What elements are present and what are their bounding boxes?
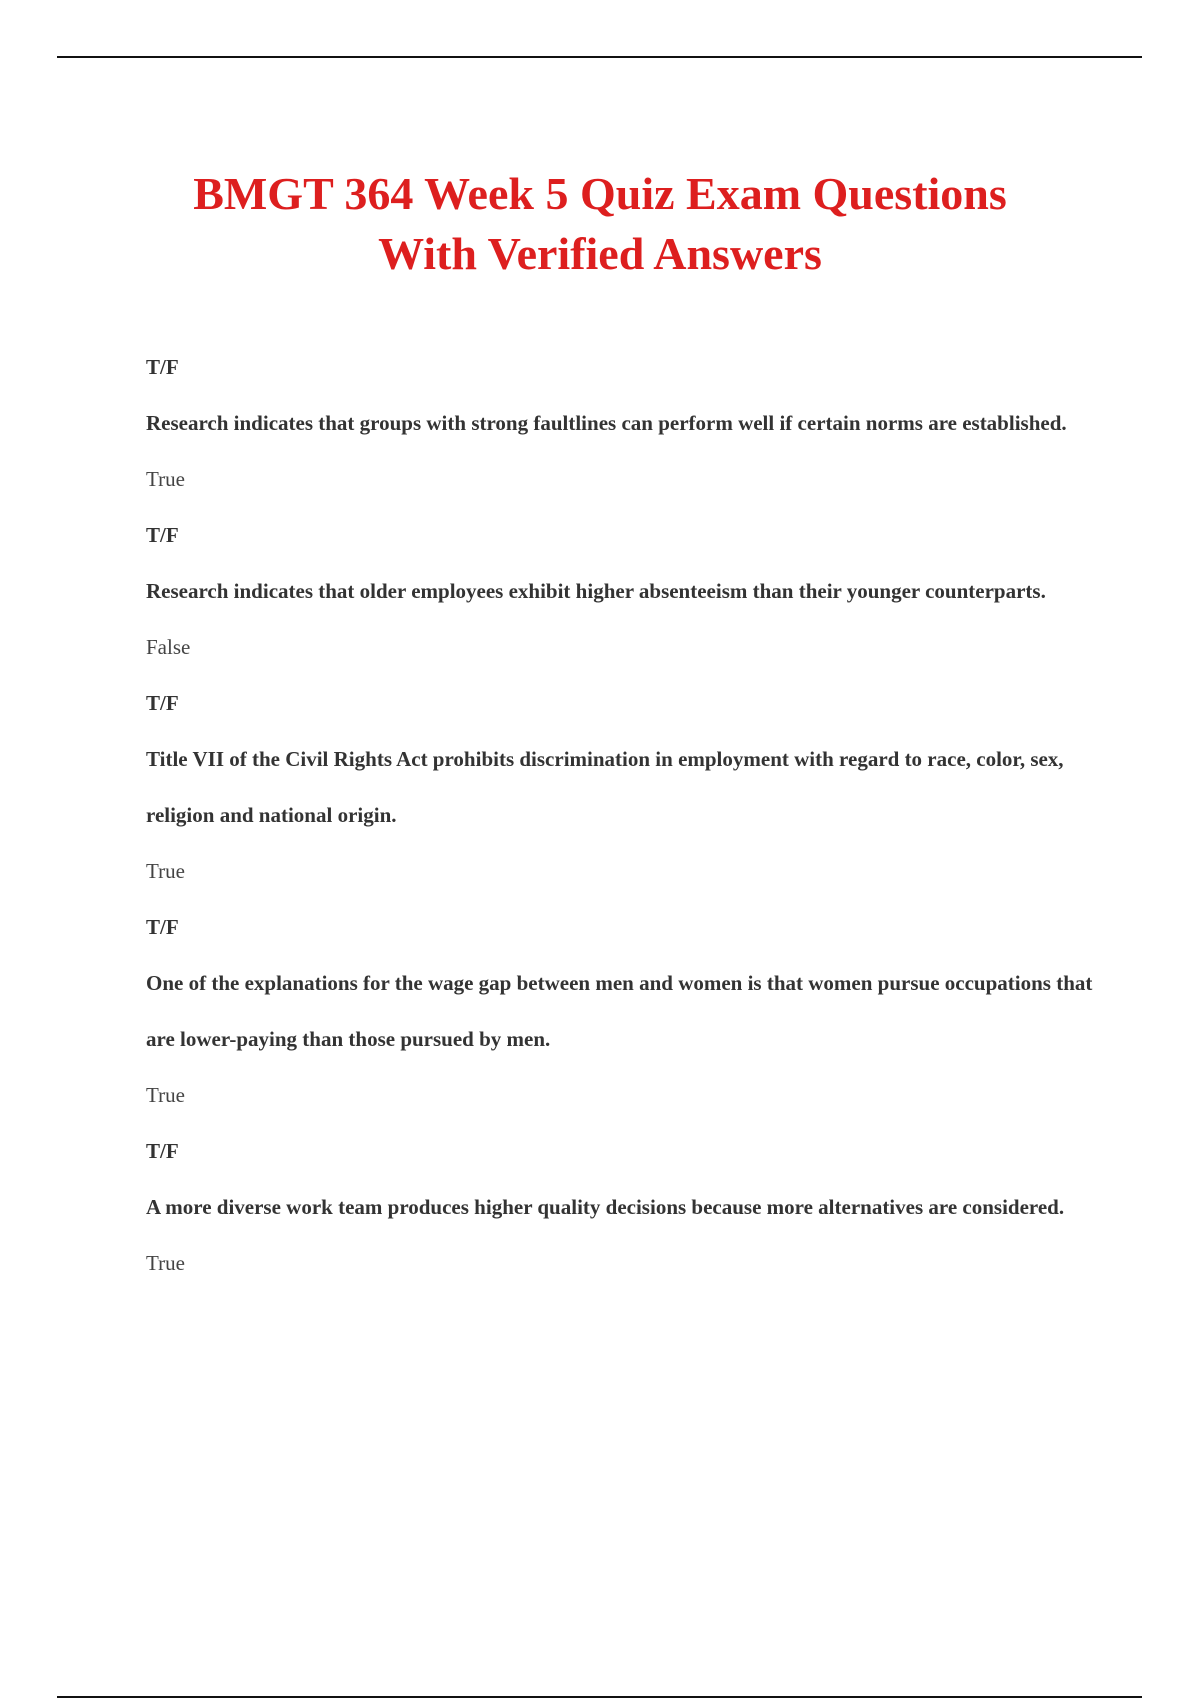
answer-text: True	[146, 859, 185, 883]
question-item	[146, 507, 1096, 675]
question-text: A more diverse work team produces higher quality decisions because more alternatives are considered.	[146, 1195, 1065, 1219]
question-type: T/F	[146, 1139, 179, 1163]
document-title-line-1: BMGT 364 Week 5 Quiz Exam Questions	[193, 168, 1007, 219]
question-item	[146, 339, 1096, 507]
question-type: T/F	[146, 915, 179, 939]
answer-text: False	[146, 635, 191, 659]
question-text: Research indicates that older employees exhibit higher absenteeism than their younger counterparts.	[146, 579, 1046, 603]
header-rule	[57, 56, 1142, 58]
question-list	[146, 339, 1096, 1291]
question-text: One of the explanations for the wage gap between men and women is that women pursue occupations that are lower-paying than those pursued by men.	[146, 971, 1093, 1051]
question-type: T/F	[146, 355, 179, 379]
footer-rule	[57, 1696, 1142, 1698]
question-type: T/F	[146, 523, 179, 547]
answer-text: True	[146, 1251, 185, 1275]
question-type: T/F	[146, 691, 179, 715]
question-item	[146, 1123, 1096, 1291]
answer-text: True	[146, 467, 185, 491]
document-title-line-2: With Verified Answers	[378, 228, 822, 279]
question-text: Title VII of the Civil Rights Act prohibits discrimination in employment with regard to race, color, sex, religion and national origin.	[146, 747, 1064, 827]
document-title	[100, 164, 1100, 284]
question-item	[146, 899, 1096, 1123]
answer-text: True	[146, 1083, 185, 1107]
question-item	[146, 675, 1096, 899]
question-text: Research indicates that groups with strong faultlines can perform well if certain norms are established.	[146, 411, 1067, 435]
